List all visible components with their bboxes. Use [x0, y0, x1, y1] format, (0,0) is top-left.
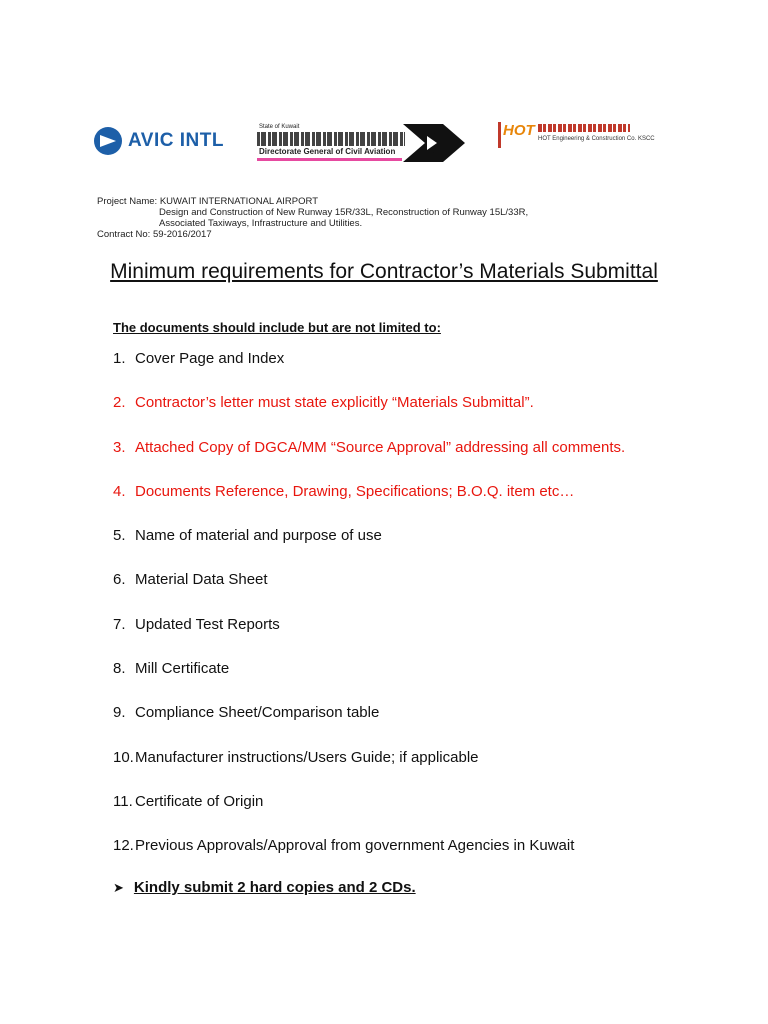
- list-item: [113, 525, 625, 569]
- hot-logo-badge: HOT: [498, 122, 539, 148]
- hot-english-text: HOT Engineering & Construction Co. KSCC: [538, 136, 655, 142]
- list-item-number: 2.: [113, 394, 126, 412]
- list-item: [113, 392, 625, 436]
- avic-logo: [94, 124, 224, 158]
- logo-bar: [90, 118, 655, 168]
- project-info: [97, 196, 528, 240]
- list-item-number: 8.: [113, 660, 126, 678]
- project-scope-line: Design and Construction of New Runway 15R/33L, Reconstruction of Runway 15L/33R,: [159, 207, 529, 218]
- list-item-text: Documents Reference, Drawing, Specifications; B.O.Q. item etc…: [135, 482, 575, 500]
- avic-plane-icon: [94, 127, 122, 155]
- list-item-number: 9.: [113, 704, 126, 722]
- list-item-text: Cover Page and Index: [135, 350, 285, 367]
- list-item-text: Name of material and purpose of use: [135, 527, 382, 545]
- list-item-text: Manufacturer instructions/Users Guide; if applicable: [135, 748, 479, 766]
- list-item: [113, 658, 625, 702]
- list-item: [113, 702, 625, 746]
- list-item-number: 5.: [113, 527, 126, 545]
- section-subtitle: The documents should include but are not limited to:: [113, 320, 441, 335]
- list-item-number: 1.: [113, 350, 126, 367]
- hot-logo: [498, 120, 655, 154]
- list-item-text: Material Data Sheet: [135, 571, 268, 589]
- list-item-number: 3.: [113, 438, 126, 456]
- list-item: [113, 791, 625, 835]
- list-item-number: 7.: [113, 615, 126, 633]
- dgca-arrow-icon: [403, 122, 465, 164]
- contract-number: Contract No: 59-2016/2017: [97, 229, 212, 240]
- arrowhead-bullet-icon: ➤: [113, 879, 124, 895]
- list-item-number: 10.: [113, 748, 134, 766]
- list-item: [113, 348, 625, 392]
- dgca-english-text: Directorate General of Civil Aviation: [259, 147, 396, 156]
- page-title: Minimum requirements for Contractor’s Materials Submittal: [110, 260, 658, 283]
- list-item-text: Certificate of Origin: [135, 792, 264, 810]
- dgca-arabic-script: [257, 132, 405, 146]
- list-item-text: Previous Approvals/Approval from government Agencies in Kuwait: [135, 837, 575, 855]
- list-item: [113, 437, 625, 481]
- list-item-text: Compliance Sheet/Comparison table: [135, 704, 380, 722]
- project-scope-line-2: Associated Taxiways, Infrastructure and Utilities.: [159, 218, 363, 229]
- dgca-state-text: State of Kuwait: [259, 124, 300, 130]
- requirements-list: [113, 348, 625, 880]
- list-item-number: 6.: [113, 571, 126, 589]
- list-item-number: 12.: [113, 837, 134, 855]
- list-item: [113, 614, 625, 658]
- list-item-text: Contractor’s letter must state explicitly “Materials Submittal”.: [135, 394, 534, 412]
- submission-note-text: Kindly submit 2 hard copies and 2 CDs.: [133, 879, 416, 896]
- list-item-number: 4.: [113, 482, 126, 500]
- list-item-text: Updated Test Reports: [135, 615, 280, 633]
- list-item: [113, 835, 625, 879]
- list-item: [113, 481, 625, 525]
- hot-arabic-script: [538, 124, 630, 132]
- dgca-logo: [255, 118, 475, 168]
- list-item: [113, 747, 625, 791]
- dgca-underline: [257, 158, 402, 161]
- submission-note: [113, 879, 416, 896]
- project-name-line: Project Name: KUWAIT INTERNATIONAL AIRPORT: [97, 196, 319, 207]
- list-item-text: Mill Certificate: [135, 660, 230, 678]
- list-item: [113, 569, 625, 613]
- list-item-text: Attached Copy of DGCA/MM “Source Approval” addressing all comments.: [135, 438, 626, 456]
- list-item-number: 11.: [113, 792, 133, 810]
- avic-logo-text: AVIC INTL: [128, 130, 224, 151]
